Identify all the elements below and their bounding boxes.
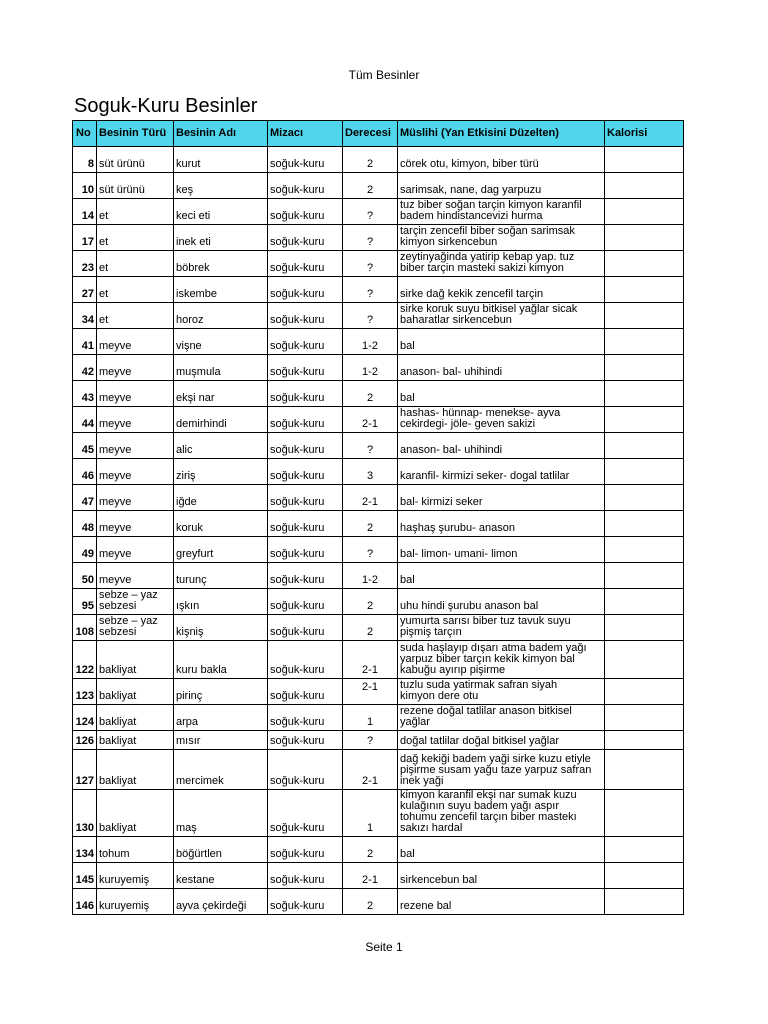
cell-corrective: hashas- hünnap- menekse- ayva cekirdegi- jöle- geven sakizi — [398, 407, 605, 433]
table-row — [73, 837, 684, 863]
cell-temperament: soğuk-kuru — [268, 329, 343, 355]
table-row — [73, 705, 684, 731]
cell-name: muşmula — [174, 355, 268, 381]
cell-calories — [605, 563, 684, 589]
cell-degree: 1 — [343, 705, 398, 731]
cell-no: 130 — [73, 790, 97, 837]
table-row — [73, 433, 684, 459]
cell-degree: 2-1 — [343, 485, 398, 511]
table-row — [73, 173, 684, 199]
cell-no: 122 — [73, 641, 97, 679]
cell-type: tohum — [97, 837, 174, 863]
cell-calories — [605, 277, 684, 303]
cell-corrective: anason- bal- uhihindi — [398, 355, 605, 381]
header-calories: Kalorisi — [605, 121, 684, 147]
cell-calories — [605, 750, 684, 790]
cell-degree: 3 — [343, 459, 398, 485]
cell-corrective: kimyon karanfil ekşi nar sumak kuzu kulağının suyu badem yağı aspır tohumu zencefil tarçın biber mastekı sakızı hardal — [398, 790, 605, 837]
cell-name: greyfurt — [174, 537, 268, 563]
cell-type: bakliyat — [97, 731, 174, 750]
cell-degree: 2-1 — [343, 641, 398, 679]
cell-corrective: dağ kekiği badem yaği sirke kuzu etiyle pişirme susam yağu taze yarpuz safran inek yaği — [398, 750, 605, 790]
cell-calories — [605, 251, 684, 277]
cell-type: süt ürünü — [97, 173, 174, 199]
cell-temperament: soğuk-kuru — [268, 381, 343, 407]
cell-no: 14 — [73, 199, 97, 225]
cell-corrective: sarimsak, nane, dag yarpuzu — [398, 173, 605, 199]
table-row — [73, 863, 684, 889]
cell-calories — [605, 589, 684, 615]
cell-temperament: soğuk-kuru — [268, 485, 343, 511]
cell-degree: 2-1 — [343, 863, 398, 889]
cell-corrective: bal — [398, 563, 605, 589]
cell-no: 42 — [73, 355, 97, 381]
cell-calories — [605, 511, 684, 537]
cell-type: et — [97, 199, 174, 225]
cell-temperament: soğuk-kuru — [268, 563, 343, 589]
cell-degree: 2 — [343, 889, 398, 915]
cell-calories — [605, 537, 684, 563]
table-body — [73, 147, 684, 915]
cell-degree: 1-2 — [343, 563, 398, 589]
cell-degree: ? — [343, 277, 398, 303]
table-row — [73, 199, 684, 225]
table-row — [73, 563, 684, 589]
cell-type: kuruyemiş — [97, 889, 174, 915]
cell-type: et — [97, 277, 174, 303]
table-row — [73, 381, 684, 407]
cell-temperament: soğuk-kuru — [268, 225, 343, 251]
cell-degree: 2 — [343, 837, 398, 863]
table-row — [73, 537, 684, 563]
cell-name: kestane — [174, 863, 268, 889]
cell-temperament: soğuk-kuru — [268, 790, 343, 837]
cell-calories — [605, 705, 684, 731]
cell-temperament: soğuk-kuru — [268, 199, 343, 225]
cell-temperament: soğuk-kuru — [268, 641, 343, 679]
cell-corrective: bal — [398, 837, 605, 863]
cell-temperament: soğuk-kuru — [268, 511, 343, 537]
table-row — [73, 251, 684, 277]
cell-type: meyve — [97, 355, 174, 381]
table-row — [73, 303, 684, 329]
cell-temperament: soğuk-kuru — [268, 433, 343, 459]
table-row — [73, 329, 684, 355]
header-corrective: Müslihi (Yan Etkisini Düzelten) — [398, 121, 605, 147]
cell-name: horoz — [174, 303, 268, 329]
cell-type: kuruyemiş — [97, 863, 174, 889]
header-type: Besinin Türü — [97, 121, 174, 147]
cell-name: demirhindi — [174, 407, 268, 433]
table-row — [73, 641, 684, 679]
table-row — [73, 407, 684, 433]
cell-calories — [605, 147, 684, 173]
cell-temperament: soğuk-kuru — [268, 407, 343, 433]
cell-calories — [605, 303, 684, 329]
cell-name: maş — [174, 790, 268, 837]
cell-type: meyve — [97, 433, 174, 459]
cell-type: et — [97, 303, 174, 329]
cell-temperament: soğuk-kuru — [268, 705, 343, 731]
cell-name: iskembe — [174, 277, 268, 303]
cell-temperament: soğuk-kuru — [268, 459, 343, 485]
cell-degree: ? — [343, 537, 398, 563]
cell-corrective: bal — [398, 381, 605, 407]
table-row — [73, 511, 684, 537]
page-header: Tüm Besinler — [348, 68, 420, 82]
page-footer: Seite 1 — [365, 940, 403, 954]
cell-name: ekşi nar — [174, 381, 268, 407]
cell-name: pirinç — [174, 679, 268, 705]
cell-degree: 2 — [343, 381, 398, 407]
cell-degree: 2-1 — [343, 679, 398, 705]
table-row — [73, 679, 684, 705]
cell-name: iğde — [174, 485, 268, 511]
cell-calories — [605, 433, 684, 459]
cell-degree: 1-2 — [343, 355, 398, 381]
cell-name: arpa — [174, 705, 268, 731]
cell-no: 34 — [73, 303, 97, 329]
cell-calories — [605, 329, 684, 355]
table-row — [73, 750, 684, 790]
cell-name: böbrek — [174, 251, 268, 277]
cell-no: 146 — [73, 889, 97, 915]
cell-degree: ? — [343, 251, 398, 277]
table-row — [73, 485, 684, 511]
cell-temperament: soğuk-kuru — [268, 679, 343, 705]
cell-corrective: bal- limon- umani- limon — [398, 537, 605, 563]
cell-degree: 1 — [343, 790, 398, 837]
cell-calories — [605, 355, 684, 381]
cell-temperament: soğuk-kuru — [268, 615, 343, 641]
cell-corrective: rezene doğal tatlilar anason bitkisel yağlar — [398, 705, 605, 731]
cell-no: 43 — [73, 381, 97, 407]
cell-no: 48 — [73, 511, 97, 537]
cell-name: koruk — [174, 511, 268, 537]
cell-name: vişne — [174, 329, 268, 355]
cell-temperament: soğuk-kuru — [268, 837, 343, 863]
cell-corrective: haşhaş şurubu- anason — [398, 511, 605, 537]
cell-corrective: zeytinyağinda yatirip kebap yap. tuz biber tarçin masteki sakizi kimyon — [398, 251, 605, 277]
cell-temperament: soğuk-kuru — [268, 537, 343, 563]
cell-corrective: karanfil- kirmizi seker- dogal tatlilar — [398, 459, 605, 485]
cell-temperament: soğuk-kuru — [268, 173, 343, 199]
cell-corrective: anason- bal- uhihindi — [398, 433, 605, 459]
cell-corrective: bal- kirmizi seker — [398, 485, 605, 511]
cell-degree: 2-1 — [343, 750, 398, 790]
cell-name: turunç — [174, 563, 268, 589]
cell-calories — [605, 615, 684, 641]
cell-name: keş — [174, 173, 268, 199]
cell-no: 47 — [73, 485, 97, 511]
table-row — [73, 355, 684, 381]
table-row — [73, 889, 684, 915]
table-row — [73, 147, 684, 173]
cell-corrective: tuz biber soğan tarçin kimyon karanfil badem hindistancevizi hurma — [398, 199, 605, 225]
cell-no: 23 — [73, 251, 97, 277]
cell-no: 27 — [73, 277, 97, 303]
cell-type: meyve — [97, 563, 174, 589]
cell-temperament: soğuk-kuru — [268, 277, 343, 303]
cell-no: 10 — [73, 173, 97, 199]
cell-type: sebze – yaz sebzesi — [97, 615, 174, 641]
cell-no: 95 — [73, 589, 97, 615]
cell-corrective: suda haşlayıp dışarı atma badem yağı yarpuz biber tarçın kekik kimyon bal kabuğu ayırıp pişirme — [398, 641, 605, 679]
cell-calories — [605, 407, 684, 433]
cell-type: meyve — [97, 381, 174, 407]
cell-no: 45 — [73, 433, 97, 459]
cell-degree: 1-2 — [343, 329, 398, 355]
cell-name: kurut — [174, 147, 268, 173]
cell-name: ışkın — [174, 589, 268, 615]
cell-temperament: soğuk-kuru — [268, 750, 343, 790]
cell-degree: 2 — [343, 147, 398, 173]
cell-corrective: sirkencebun bal — [398, 863, 605, 889]
cell-type: sebze – yaz sebzesi — [97, 589, 174, 615]
header-name: Besinin Adı — [174, 121, 268, 147]
cell-degree: 2-1 — [343, 407, 398, 433]
cell-corrective: rezene bal — [398, 889, 605, 915]
cell-no: 134 — [73, 837, 97, 863]
cell-name: kişniş — [174, 615, 268, 641]
cell-calories — [605, 641, 684, 679]
header-degree: Derecesi — [343, 121, 398, 147]
cell-type: meyve — [97, 485, 174, 511]
cell-degree: ? — [343, 303, 398, 329]
cell-corrective: tarçin zencefil biber soğan sarimsak kimyon sirkencebun — [398, 225, 605, 251]
cell-no: 44 — [73, 407, 97, 433]
cell-no: 124 — [73, 705, 97, 731]
cell-type: meyve — [97, 329, 174, 355]
table-row — [73, 225, 684, 251]
cell-corrective: bal — [398, 329, 605, 355]
cell-degree: 2 — [343, 589, 398, 615]
cell-calories — [605, 679, 684, 705]
cell-type: bakliyat — [97, 750, 174, 790]
cell-type: bakliyat — [97, 641, 174, 679]
cell-type: meyve — [97, 407, 174, 433]
cell-type: et — [97, 251, 174, 277]
cell-degree: ? — [343, 199, 398, 225]
cell-name: ziriş — [174, 459, 268, 485]
cell-no: 50 — [73, 563, 97, 589]
cell-calories — [605, 225, 684, 251]
cell-type: süt ürünü — [97, 147, 174, 173]
cell-no: 127 — [73, 750, 97, 790]
cell-type: bakliyat — [97, 705, 174, 731]
cell-calories — [605, 381, 684, 407]
cell-corrective: tuzlu suda yatirmak safran siyah kimyon dere otu — [398, 679, 605, 705]
cell-name: keci eti — [174, 199, 268, 225]
cell-temperament: soğuk-kuru — [268, 355, 343, 381]
cell-name: kuru bakla — [174, 641, 268, 679]
cell-name: alic — [174, 433, 268, 459]
table-row — [73, 790, 684, 837]
table-row — [73, 731, 684, 750]
cell-temperament: soğuk-kuru — [268, 303, 343, 329]
cell-calories — [605, 790, 684, 837]
cell-degree: 2 — [343, 615, 398, 641]
cell-no: 108 — [73, 615, 97, 641]
document-title: Soguk-Kuru Besinler — [74, 95, 258, 117]
cell-temperament: soğuk-kuru — [268, 889, 343, 915]
cell-calories — [605, 173, 684, 199]
cell-calories — [605, 837, 684, 863]
table-row — [73, 277, 684, 303]
cell-name: mercimek — [174, 750, 268, 790]
cell-corrective: doğal tatlilar doğal bitkisel yağlar — [398, 731, 605, 750]
header-no: No — [73, 121, 97, 147]
cell-degree: ? — [343, 731, 398, 750]
cell-calories — [605, 199, 684, 225]
cell-corrective: yumurta sarısı biber tuz tavuk suyu pişmiş tarçın — [398, 615, 605, 641]
cell-no: 17 — [73, 225, 97, 251]
cell-type: bakliyat — [97, 790, 174, 837]
cell-temperament: soğuk-kuru — [268, 147, 343, 173]
cell-no: 46 — [73, 459, 97, 485]
table-row — [73, 589, 684, 615]
table-header-row — [73, 121, 684, 147]
cell-calories — [605, 863, 684, 889]
cell-degree: ? — [343, 225, 398, 251]
cell-calories — [605, 459, 684, 485]
cell-temperament: soğuk-kuru — [268, 731, 343, 750]
cell-no: 126 — [73, 731, 97, 750]
cell-corrective: uhu hindi şurubu anason bal — [398, 589, 605, 615]
cell-type: meyve — [97, 459, 174, 485]
cell-degree: ? — [343, 433, 398, 459]
cell-calories — [605, 485, 684, 511]
cell-type: meyve — [97, 511, 174, 537]
cell-no: 49 — [73, 537, 97, 563]
cell-corrective: sirke dağ kekik zencefil tarçin — [398, 277, 605, 303]
cell-name: böğürtlen — [174, 837, 268, 863]
table-row — [73, 615, 684, 641]
cell-temperament: soğuk-kuru — [268, 863, 343, 889]
table-row — [73, 459, 684, 485]
cell-calories — [605, 889, 684, 915]
cell-corrective: sirke koruk suyu bitkisel yağlar sicak baharatlar sirkencebun — [398, 303, 605, 329]
cell-name: inek eti — [174, 225, 268, 251]
cell-type: meyve — [97, 537, 174, 563]
cell-no: 123 — [73, 679, 97, 705]
cell-temperament: soğuk-kuru — [268, 251, 343, 277]
cell-no: 8 — [73, 147, 97, 173]
food-table — [72, 120, 684, 915]
cell-type: et — [97, 225, 174, 251]
cell-no: 41 — [73, 329, 97, 355]
cell-corrective: cörek otu, kimyon, biber türü — [398, 147, 605, 173]
cell-degree: 2 — [343, 173, 398, 199]
cell-type: bakliyat — [97, 679, 174, 705]
cell-temperament: soğuk-kuru — [268, 589, 343, 615]
header-temperament: Mizacı — [268, 121, 343, 147]
cell-no: 145 — [73, 863, 97, 889]
cell-degree: 2 — [343, 511, 398, 537]
cell-calories — [605, 731, 684, 750]
cell-name: ayva çekirdeği — [174, 889, 268, 915]
cell-name: mısır — [174, 731, 268, 750]
